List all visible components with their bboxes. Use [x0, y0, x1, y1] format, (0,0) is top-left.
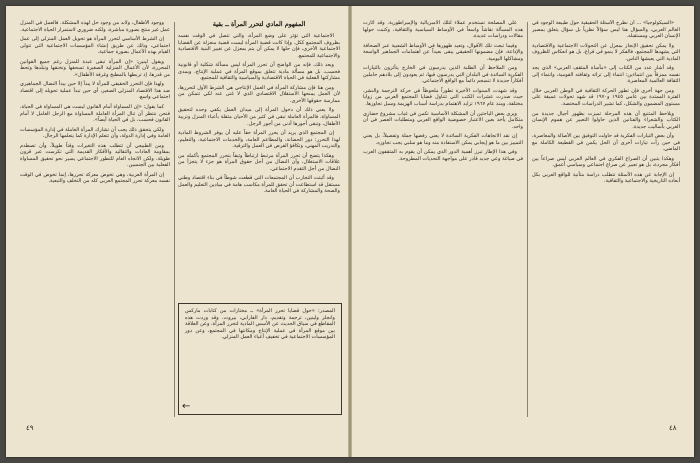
paragraph: ووجود الأطفال، ولابد من وجود حل لهذه المشكلة. فالعمل في المنزل عمل غير منتج بصورة مباشرة، ولكنه ضروري لاستمرار الحياة الاجتماعية. — [20, 20, 170, 33]
column-divider — [174, 22, 175, 417]
paragraph: وبعد ذلك، فإنه من الواضح أن تحرر المرأة ليس مسألة شكلية أو قانونية فحسب، بل هو مسألة مادية تتعلق بموقع المرأة في عملية الإنتاج، وبمدى مشاركتها الفعلية في الحياة الاقتصادية والسياسية والثقافية للمجتمع. — [178, 62, 340, 82]
paragraph: علي المصلحة تستخدم عملاء لتلك الامبريالية والإمبراطورية. وقد أثارت هذه المسألة نقاشاً واسعاً في الأوساط السياسية والثقافية، وكتبت حولها مقالات ودراسات عديدة. — [363, 20, 523, 40]
paragraph: وهكذا يتضح أن تحرر المرأة مرتبط ارتباطاً وثيقاً بتحرر المجتمع بأكمله من علاقات الاستغلال، وأن النضال من أجل حقوق المرأة هو جزء لا يتجزأ من النضال من أجل التقدم الاجتماعي. — [178, 152, 340, 172]
paragraph: ولكي يتحقق ذلك يجب أن تشارك المرأة العاملة في إدارة المؤسسات العامة وفي إدارة الدولة، وأن تتعلم الإدارة كما يتعلمها الرجال. — [20, 126, 170, 140]
paragraph: ولا يمكن تحقيق الإنجاز بمعزل عن التحولات الاجتماعية والاقتصادية التي يشهدها المجتمع، فالفكر لا ينمو في فراغ، بل هو انعكاس للظروف المادية التي يعيشها الناس. — [532, 42, 680, 62]
right-page-left-column — [363, 20, 523, 415]
boxed-note — [178, 303, 342, 415]
paragraph: إن نقد الاتجاهات الفكرية السائدة لا يعني رفضها جملة وتفصيلاً، بل يعني التمييز بين ما هو إيجابي يمكن الاستفادة منه وما هو سلبي يجب تجاوزه. — [363, 133, 523, 146]
paragraph: وهكذا يتبين أن الصراع الفكري في العالم العربي ليس صراعاً بين أفكار مجردة، بل هو تعبير عن صراع اجتماعي وسياسي أعمق. — [532, 155, 680, 169]
left-page — [6, 6, 349, 457]
paragraph: ومن الطبيعي أن تتطلب هذه التغيرات وقتاً طويلاً، وأن تصطدم بمقاومة العادات والتقاليد والأفكار القديمة التي تكرست عبر قرون طويلة، ولكن الاتجاه العام للتطور الاجتماعي يسير نحو تحقيق المساواة الفعلية بين الجنسين. — [20, 142, 170, 169]
paragraph: ومن جهة أخرى فإن تطور الحركة الثقافية في الوطن العربي خلال الفترة الممتدة بين عامي ١٩٤٥ و١٩٧٠ قد شهد تحولات عميقة على مستوى المضمون والشكل، كما تشير الدراسات المختصة. — [532, 87, 680, 108]
right-page — [351, 6, 694, 457]
paragraph: ويقول لينين: «إن المرأة تبقى عبدة للمنزل رغم جميع القوانين المحررة، لأن الأعمال المنزلية الصغيرة تسحقها وتخنقها وتبلدها وتحط من قدرها، إذ تربطها بالمطبخ وغرفة الأطفال». — [20, 58, 170, 78]
paragraph: «السيكولوجيا» ... أن نطرح الأسئلة الحقيقية حول طبيعة الوجود في العالم العربي، والسؤال هنا ليس سؤالاً نظرياً بل سؤال يتعلق بمصير الإنسان العربي ومستقبله. — [532, 20, 680, 40]
paragraph: إن المجتمع الذي يريد أن يحرر المرأة حقاً عليه أن يوفر الشروط المادية لهذا التحرر: دور الحضانة، والمطاعم العامة، والخدمات الاجتماعية، والتعليم، والتدريب المهني، وتكافؤ الفرص في العمل والترقية. — [178, 130, 340, 150]
page-number: ٤٨ — [669, 424, 677, 432]
paragraph: وقد شهدت السنوات الأخيرة تطوراً ملحوظاً في حركة الترجمة والنشر، حيث صدرت عشرات الكتب التي تتناول قضايا المجتمع العربي من زوايا مختلفة، ومنذ عام ١٩٦٧ تزايد الاهتمام بدراسة أسباب الهزيمة وسبل تجاوزها. — [363, 87, 523, 108]
paragraph: كما يقول: «إن المساواة أمام القانون ليست هي المساواة في الحياة، فنحن ننتظر أن تنال المرأة العاملة المساواة مع الرجل العامل لا أمام القانون فحسب، بل في الحياة أيضاً». — [20, 104, 170, 124]
paragraph: ومن هنا فإن مشاركة المرأة في العمل الإنتاجي هي الشرط الأول لتحررها، لأن العمل يمنحها الاستقلال الاقتصادي الذي لا غنى عنه لكي تتمكن من ممارسة حقوقها الأخرى. — [178, 84, 340, 104]
paragraph: ويلاحظ المتتبع أن هذه المرحلة تميزت بظهور أجيال جديدة من الكتاب والشعراء والفنانين الذين حاولوا التعبير عن هموم الإنسان العربي بأساليب جديدة. — [532, 110, 680, 130]
paragraph: وفي هذا الإطار تبرز أهمية الدور الذي يمكن أن يقوم به المثقفون العرب في صياغة وعي جديد قادر على مواجهة التحديات المطروحة. — [363, 149, 523, 162]
paragraph: إن الإجابة عن هذه الأسئلة تتطلب دراسة متأنية للواقع العربي بكل أبعاده التاريخية والاجتماعية والثقافية. — [532, 171, 680, 185]
paragraph: ولا يعني ذلك أن دخول المرأة إلى ميدان العمل يكفي وحده لتحقيق المساواة، فالمرأة العاملة تبقى في كثير من الأحيان مثقلة بأعباء المنزل وتربية الأطفال، وتبقى أجورها أدنى من أجور الرجل. — [178, 107, 340, 127]
page-number: ٤٩ — [26, 424, 34, 432]
paragraph: وفيما تبعث تلك الأقوال، وتعيد ظهورها في الأوساط الشعبية عبر الصحافة والإذاعة، فإن مضمونها الحقيقي يبقى بعيداً عن اهتمامات الجماهير الواسعة ومشاكلها اليومية. — [363, 42, 523, 62]
section-heading: المفهوم المادي لتحرر المرأة ــ بقية — [212, 21, 306, 28]
paragraph: وقد أثبتت التجارب أن المجتمعات التي قطعت شوطاً في بناء اقتصاد وطني مستقل قد استطاعت أن تحقق للمرأة مكاسب هامة في ميادين التعليم والعمل والصحة والمشاركة في الحياة العامة. — [178, 175, 340, 195]
paragraph: وقد أشار عدد من الكتاب إلى «مأساة المثقف العربي» الذي يجد نفسه ممزقاً بين انتماءين: انتماء إلى تراثه وثقافته القومية، وانتماء إلى الثقافة العالمية المعاصرة. — [532, 65, 680, 85]
left-page-right-column — [178, 20, 340, 298]
right-page-right-column — [532, 20, 680, 415]
left-page-left-column — [20, 20, 170, 415]
column-divider — [527, 22, 528, 417]
paragraph: ومن الملاحظ أن الطلبة الذين يدرسون في الخارج يتأثرون بالتيارات الفكرية السائدة في البلدان التي يدرسون فيها، ثم يعودون إلى بلادهم حاملين أفكاراً جديدة لا تنسجم دائماً مع الواقع الاجتماعي. — [363, 65, 523, 85]
paragraph: إن المرأة العربية، وهي تخوض معركة تحررها، إنما تخوض في الوقت نفسه معركة تحرر المجتمع العربي كله من التخلف والتبعية. — [20, 171, 170, 185]
paragraph: ويرى بعض الباحثين أن المشكلة الأساسية تكمن في غياب مشروع حضاري متكامل يأخذ بعين الاعتبار خصوصية الواقع العربي ومتطلبات العصر في آن واحد. — [363, 110, 523, 130]
paragraph: إن الشرط الأساسي لتحرر المرأة هو تحويل العمل المنزلي إلى عمل اجتماعي، وذلك عن طريق إنشاء المؤسسات الاجتماعية التي تتولى القيام بهذه الأعمال بصورة جماعية. — [20, 36, 170, 56]
continue-arrow: ← — [182, 401, 191, 412]
paragraph: وأن بعض التيارات الفكرية قد حاولت التوفيق بين الأصالة والمعاصرة، في حين رأت تيارات أخرى أن الحل يكمن في القطيعة الكاملة مع الماضي. — [532, 133, 680, 153]
open-book-spread — [6, 6, 694, 457]
boxed-note-text: المصدر: «حول قضايا تحرر المرأة» ــ مختارات من كتابات ماركس وانجلز ولينين، ترجمة وتقديم، دار الفارابي، بيروت. وقد وردت هذه المقاطع في سياق الحديث عن الأسس المادية لتحرر المرأة، وعن العلاقة بين موقع المرأة في عملية الإنتاج ومكانتها في المجتمع، وعن دور المؤسسات الاجتماعية في تخفيف أعباء العمل المنزلي. — [185, 308, 335, 341]
paragraph: الاجتماعية التي تؤثر على وضع المرأة، والتي تتصل في الوقت نفسه بظروف المجتمع ككل. وإذا كانت قضية المرأة ليست قضية منعزلة عن القضايا الاجتماعية الأخرى، فإن حلها لا يمكن أن يتم بمعزل عن تغيير البنية الاقتصادية والاجتماعية للمجتمع. — [178, 33, 340, 59]
paragraph: ولهذا فإن التحرر الحقيقي للمرأة لا يبدأ إلا حين يبدأ النضال الجماهيري ضد هذا الاقتصاد المنزلي الصغير، أي حين تبدأ عملية تحويله إلى اقتصاد اجتماعي واسع. — [20, 81, 170, 101]
